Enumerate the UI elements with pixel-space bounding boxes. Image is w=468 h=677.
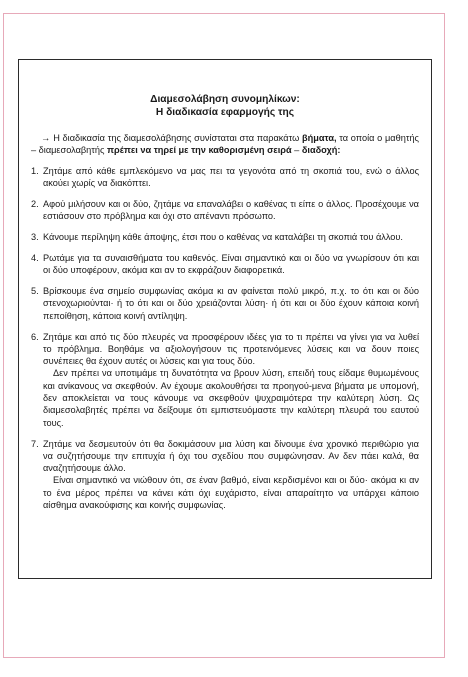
intro-bold-c: διαδοχή: (301, 145, 341, 156)
title-line-2: Η διαδικασία εφαρμογής της (155, 106, 295, 118)
step-text: Ζητάμε και από τις δύο πλευρές να προσφέρουν ιδέες για το τι πρέπει να γίνει για να λυθεί το πρόβλημα. Βοηθάμε να αξιολογήσουν τις προτεινόμενες λύσεις και να δουν ποιες συνέπειες θα έχουν αυτές οι λύσεις και για τους δύο. (43, 331, 419, 367)
step-number: 4. (31, 252, 39, 263)
step-7 (31, 438, 419, 512)
step-number: 7. (31, 438, 39, 449)
document-frame (18, 59, 432, 579)
step-number: 1. (31, 165, 39, 176)
step-text: Ρωτάμε για τα συναισθήματα του καθενός. Είναι σημαντικό και οι δύο να γνωρίσουν ότι και οι δύο υποφέρουν, ακόμα και αν το εκφράζουν διαφορετικά. (43, 252, 419, 276)
step-text: Ζητάμε από κάθε εμπλεκόμενο να μας πει τα γεγονότα από τη σκοπιά του, ενώ ο άλλος ακούει χωρίς να διακόπτει. (43, 165, 419, 188)
steps-list (31, 165, 419, 512)
intro-text-c: – (291, 145, 302, 156)
step-text: Βρίσκουμε ένα σημείο συμφωνίας ακόμα κι αν φαίνεται πολύ μικρό, π.χ. το ότι και οι δύο στενοχωριούνται· ή το ότι και οι δύο χρειάζονται λύση· ή ότι και οι δύο έχουν κάποια κοινή πεποίθηση, κάποια κοινή αντίληψη. (43, 286, 419, 321)
arrow-icon: → (41, 133, 51, 143)
step-number: 5. (31, 286, 39, 297)
step-number: 6. (31, 331, 39, 342)
document-title (31, 94, 419, 119)
title-line-1: Διαμεσολάβηση συνομηλίκων: (150, 94, 300, 105)
step-text: Κάνουμε περίληψη κάθε άποψης, έτσι που ο καθένας να καταλάβει τη σκοπιά του άλλου. (43, 231, 403, 242)
intro-bold-a: βήματα, (301, 133, 337, 143)
step-number: 3. (31, 231, 39, 242)
step-4 (31, 252, 419, 277)
step-text: Αφού μιλήσουν και οι δύο, ζητάμε να επαναλάβει ο καθένας τι είπε ο άλλος. Προσέχουμε να εστιάσουν στο πρόβλημα και όχι στο απέναντι πρόσωπο. (43, 198, 419, 222)
step-6 (31, 331, 419, 429)
intro-paragraph (31, 132, 419, 157)
step-note: Δεν πρέπει να υποτιμάμε τη δυνατότητα να βρουν λύση, επειδή τους είδαμε θυμωμένους και ανίκανους να σκεφθούν. Αν έχουμε ακολουθήσει τα προηγού-μενα βήματα με υπομονή, δεν αποκλείεται να τους κάνουμε να σκεφθούν ψυχραιμότερα την καλύτερη λύση. Ως διαμεσολαβητές πρέπει να δείξουμε ότι εμπιστευόμαστε την καλύτερη πλευρά του εαυτού τους. (43, 368, 419, 428)
step-number: 2. (31, 198, 39, 209)
intro-text-b: τα οποία ο μαθητής – διαμεσολαβητής (31, 133, 419, 156)
step-3 (31, 231, 419, 243)
step-text: Ζητάμε να δεσμευτούν ότι θα δοκιμάσουν μια λύση και δίνουμε ένα χρονικό περιθώριο για να συζητήσουμε την επιτυχία ή όχι του σχεδίου που συμφώνησαν. Αν δεν πάει καλά, θα αναζητήσουμε άλλο. (43, 438, 419, 474)
step-note: Είναι σημαντικό να νιώθουν ότι, σε έναν βαθμό, είναι κερδισμένοι και οι δύο· ακόμα κι αν το ένα μέρος πρέπει να κάνει κάτι όχι ευχάριστο, είναι απαραίτητο να υπάρχει κάποιο αίσθημα ανακούφισης και κοινής συμφωνίας. (43, 475, 419, 510)
step-2 (31, 198, 419, 223)
intro-bold-b: πρέπει να τηρεί με την καθορισμένη σειρά (107, 145, 292, 156)
step-1 (31, 165, 419, 190)
intro-text-a: Η διαδικασία της διαμεσολάβησης συνίσταται στα παρακάτω (53, 133, 302, 143)
step-5 (31, 285, 419, 322)
